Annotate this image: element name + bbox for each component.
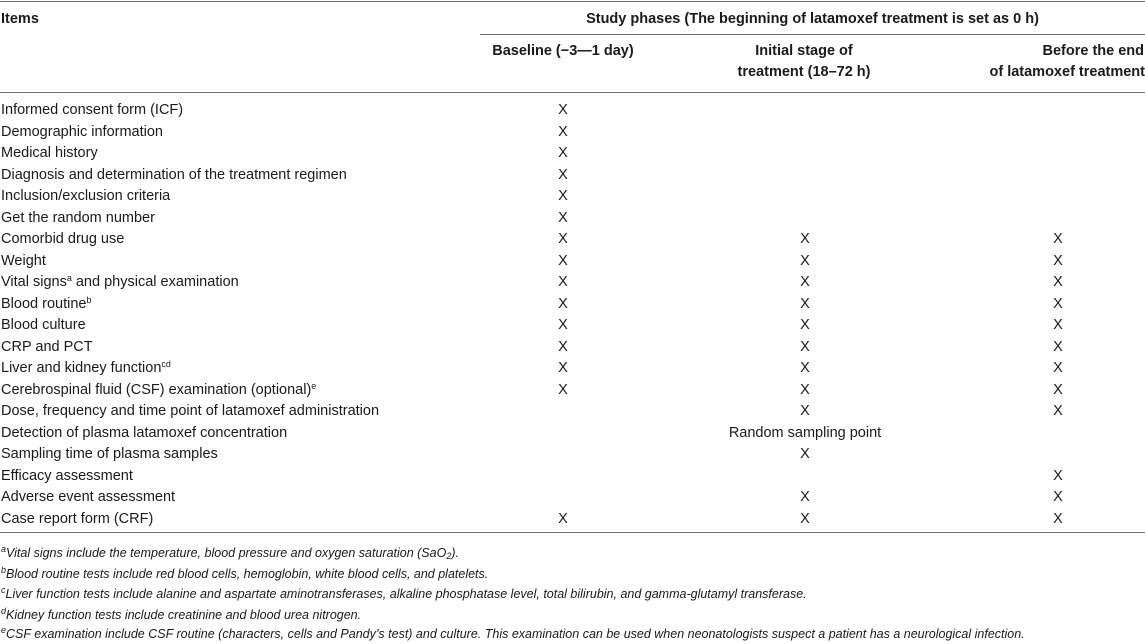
row-item-label: Blood routine$^b$ (1, 294, 92, 312)
mark-baseline: X (558, 317, 568, 333)
mark-initial: X (800, 338, 810, 355)
footnote-e: $^e$CSF examination include CSF routine (characters, cells and Pandy’s test) and culture. This examination can be used when neonatologists suspect a patient has a neurological infection. (1, 625, 1025, 641)
table-row (0, 228, 1145, 250)
mark-initial: X (800, 446, 810, 462)
mark-initial: X (800, 317, 810, 333)
header-items: Items (1, 11, 39, 27)
mark-end: X (1053, 338, 1063, 355)
row-item-label: Weight (1, 252, 46, 269)
mark-initial: X (800, 403, 810, 419)
footnote-b: $^b$Blood routine tests include red blood cells, hemoglobin, white blood cells, and platelets. (1, 565, 489, 581)
table-row (0, 185, 1145, 207)
table-row (0, 486, 1145, 508)
mark-initial: X (800, 274, 810, 290)
mark-baseline: X (558, 145, 568, 161)
footnote-d: $^d$Kidney function tests include creatinine and blood urea nitrogen. (1, 606, 362, 622)
table-row (0, 207, 1145, 229)
mark-baseline: X (558, 231, 568, 247)
table-row (0, 357, 1145, 379)
table-row (0, 271, 1145, 293)
header-initial-line2: treatment (18–72 h) (737, 64, 871, 80)
mark-baseline: X (558, 123, 568, 140)
mark-baseline: X (558, 274, 568, 290)
footnote-a: $^a$Vital signs include the temperature, blood pressure and oxygen saturation (SaO$_2$). (1, 544, 459, 561)
table-bottom-rule (0, 532, 1145, 533)
table-row (0, 379, 1145, 401)
mark-baseline: X (558, 188, 568, 204)
row-item-label: Detection of plasma latamoxef concentration (1, 424, 288, 441)
mark-baseline: X (558, 102, 568, 118)
row-item-label: Get the random number (1, 209, 155, 226)
header-study-phases: Study phases (The beginning of latamoxef treatment is set as 0 h) (586, 11, 1039, 27)
mark-initial: X (800, 510, 810, 527)
table-row (0, 250, 1145, 272)
mark-end: X (1053, 360, 1063, 376)
header-initial-line1: Initial stage of (755, 43, 853, 59)
table-row (0, 99, 1145, 121)
mark-end: X (1053, 467, 1063, 484)
mark-baseline: X (558, 252, 568, 269)
mark-baseline: X (558, 381, 568, 398)
row-item-label: Cerebrospinal fluid (CSF) examination (optional)$^e$ (1, 380, 317, 398)
top-rule (0, 1, 1145, 2)
mark-end: X (1053, 317, 1063, 333)
mark-baseline: X (558, 510, 568, 527)
row-item-label: Case report form (CRF) (1, 510, 154, 527)
row-item-label: Adverse event assessment (1, 489, 176, 505)
row-item-label: Liver and kidney function$^{cd}$ (1, 359, 171, 376)
table-row (0, 465, 1145, 487)
mark-initial: X (800, 295, 810, 312)
mark-end: X (1053, 295, 1063, 312)
row-item-label: Demographic information (1, 123, 163, 140)
mark-end: X (1053, 274, 1063, 290)
mark-end: X (1053, 381, 1063, 398)
table-row (0, 142, 1145, 164)
mark-end: X (1053, 489, 1063, 505)
mark-baseline: X (558, 166, 568, 183)
mark-baseline: X (558, 295, 568, 312)
table-row (0, 121, 1145, 143)
mark-end: X (1053, 231, 1063, 247)
row-item-label: Medical history (1, 145, 98, 161)
row-item-label: Efficacy assessment (1, 467, 133, 484)
row-item-label: Informed consent form (ICF) (1, 102, 184, 118)
mark-initial: X (800, 360, 810, 376)
header-end-line2: of latamoxef treatment (989, 64, 1145, 80)
row-item-label: Comorbid drug use (1, 231, 125, 247)
row-item-label: Blood culture (1, 317, 86, 333)
mark-initial: X (800, 489, 810, 505)
row-item-label: CRP and PCT (1, 338, 93, 355)
table-row (0, 293, 1145, 315)
mark-baseline: X (558, 209, 568, 226)
row-span-value: Random sampling point (728, 424, 882, 441)
row-item-label: Vital signs$^a$ and physical examination (1, 273, 239, 290)
header-bottom-rule (0, 92, 1145, 93)
row-item-label: Sampling time of plasma samples (1, 446, 218, 462)
mark-end: X (1053, 403, 1063, 419)
phases-underline (480, 34, 1145, 35)
header-baseline: Baseline (−3—1 day) (492, 43, 634, 59)
row-item-label: Inclusion/exclusion criteria (1, 188, 171, 204)
table-row (0, 422, 1145, 444)
mark-initial: X (800, 252, 810, 269)
mark-baseline: X (558, 360, 568, 376)
mark-baseline: X (558, 338, 568, 355)
mark-end: X (1053, 510, 1063, 527)
footnote-c: $^c$Liver function tests include alanine and aspartate aminotransferases, alkaline phosphatase level, total bilirubin, and gamma-glutamyl transferase. (1, 585, 807, 601)
table-row (0, 164, 1145, 186)
mark-end: X (1053, 252, 1063, 269)
table-row (0, 508, 1145, 530)
table-row (0, 314, 1145, 336)
row-item-label: Diagnosis and determination of the treatment regimen (1, 166, 347, 183)
header-end-line1: Before the end (1042, 43, 1144, 59)
table-row (0, 443, 1145, 465)
table-row (0, 336, 1145, 358)
mark-initial: X (800, 231, 810, 247)
row-item-label: Dose, frequency and time point of latamoxef administration (1, 403, 380, 419)
mark-initial: X (800, 381, 810, 398)
table-row (0, 400, 1145, 422)
